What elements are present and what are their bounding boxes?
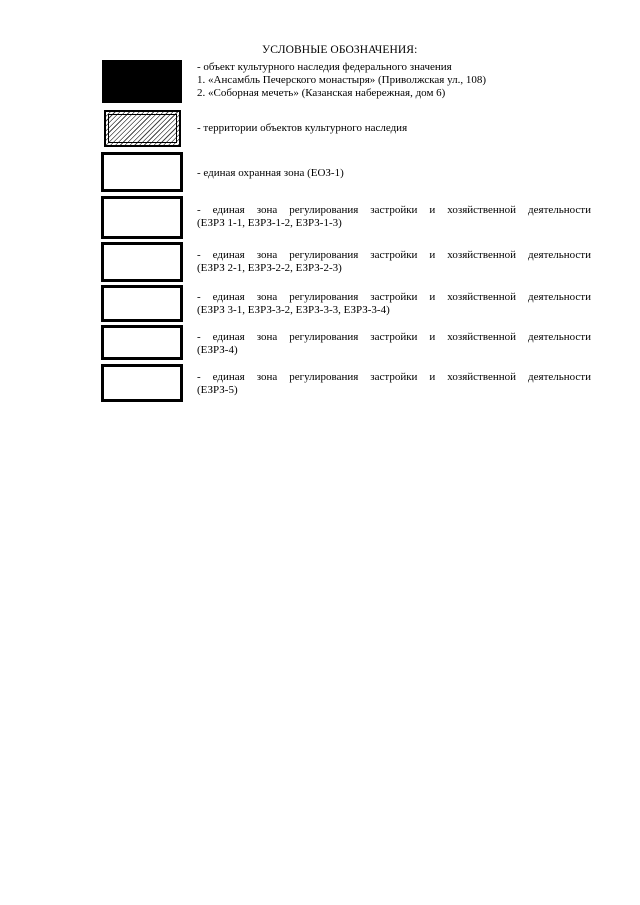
- legend-desc-ezrz-3: [197, 291, 591, 317]
- legend-desc-ezrz-4: [197, 331, 591, 357]
- legend-swatch-ezrz-4: [101, 325, 183, 360]
- legend-title: УСЛОВНЫЕ ОБОЗНАЧЕНИЯ:: [262, 44, 418, 56]
- legend-swatch-ezrz-2: [101, 242, 183, 282]
- legend-desc-line: - объект культурного наследия федерального значения: [197, 61, 452, 73]
- legend-desc-line: (ЕЗРЗ-5): [197, 384, 238, 396]
- legend-desc-line: (ЕЗРЗ 1-1, ЕЗРЗ-1-2, ЕЗРЗ-1-3): [197, 217, 342, 229]
- legend-desc-line: (ЕЗРЗ 3-1, ЕЗРЗ-3-2, ЕЗРЗ-3-3, ЕЗРЗ-3-4): [197, 304, 390, 316]
- legend-desc-line: (ЕЗРЗ-4): [197, 344, 238, 356]
- legend-desc-ezrz-2: [197, 249, 591, 275]
- legend-desc-heritage-territory: [197, 122, 591, 135]
- legend-desc-ezrz-1: [197, 204, 591, 230]
- legend-desc-line: - территории объектов культурного наследия: [197, 122, 408, 134]
- legend-desc-ezrz-5: [197, 371, 591, 397]
- legend-desc-line: - единая зона регулирования застройки и хозяйственной деятельности: [197, 204, 591, 216]
- legend-swatch-ezrz-1: [101, 196, 183, 239]
- legend-desc-line: (ЕЗРЗ 2-1, ЕЗРЗ-2-2, ЕЗРЗ-2-3): [197, 262, 342, 274]
- legend-desc-line: 1. «Ансамбль Печерского монастыря» (Приволжская ул., 108): [197, 74, 487, 86]
- legend-swatch-heritage-object: [102, 60, 182, 103]
- legend-desc-line: - единая зона регулирования застройки и хозяйственной деятельности: [197, 291, 591, 303]
- legend-desc-line: - единая охранная зона (ЕОЗ-1): [197, 167, 344, 179]
- legend-desc-eoz-1: [197, 167, 591, 180]
- legend-swatch-ezrz-3: [101, 285, 183, 322]
- legend-swatch-ezrz-5: [101, 364, 183, 402]
- legend-desc-line: - единая зона регулирования застройки и хозяйственной деятельности: [197, 371, 591, 383]
- legend-desc-line: - единая зона регулирования застройки и хозяйственной деятельности: [197, 331, 591, 343]
- legend-desc-heritage-object: [197, 61, 591, 100]
- legend-desc-line: 2. «Соборная мечеть» (Казанская набережная, дом 6): [197, 87, 446, 99]
- legend-swatch-eoz-1: [101, 152, 183, 192]
- legend-desc-line: - единая зона регулирования застройки и хозяйственной деятельности: [197, 249, 591, 261]
- legend-swatch-heritage-territory: [104, 110, 181, 147]
